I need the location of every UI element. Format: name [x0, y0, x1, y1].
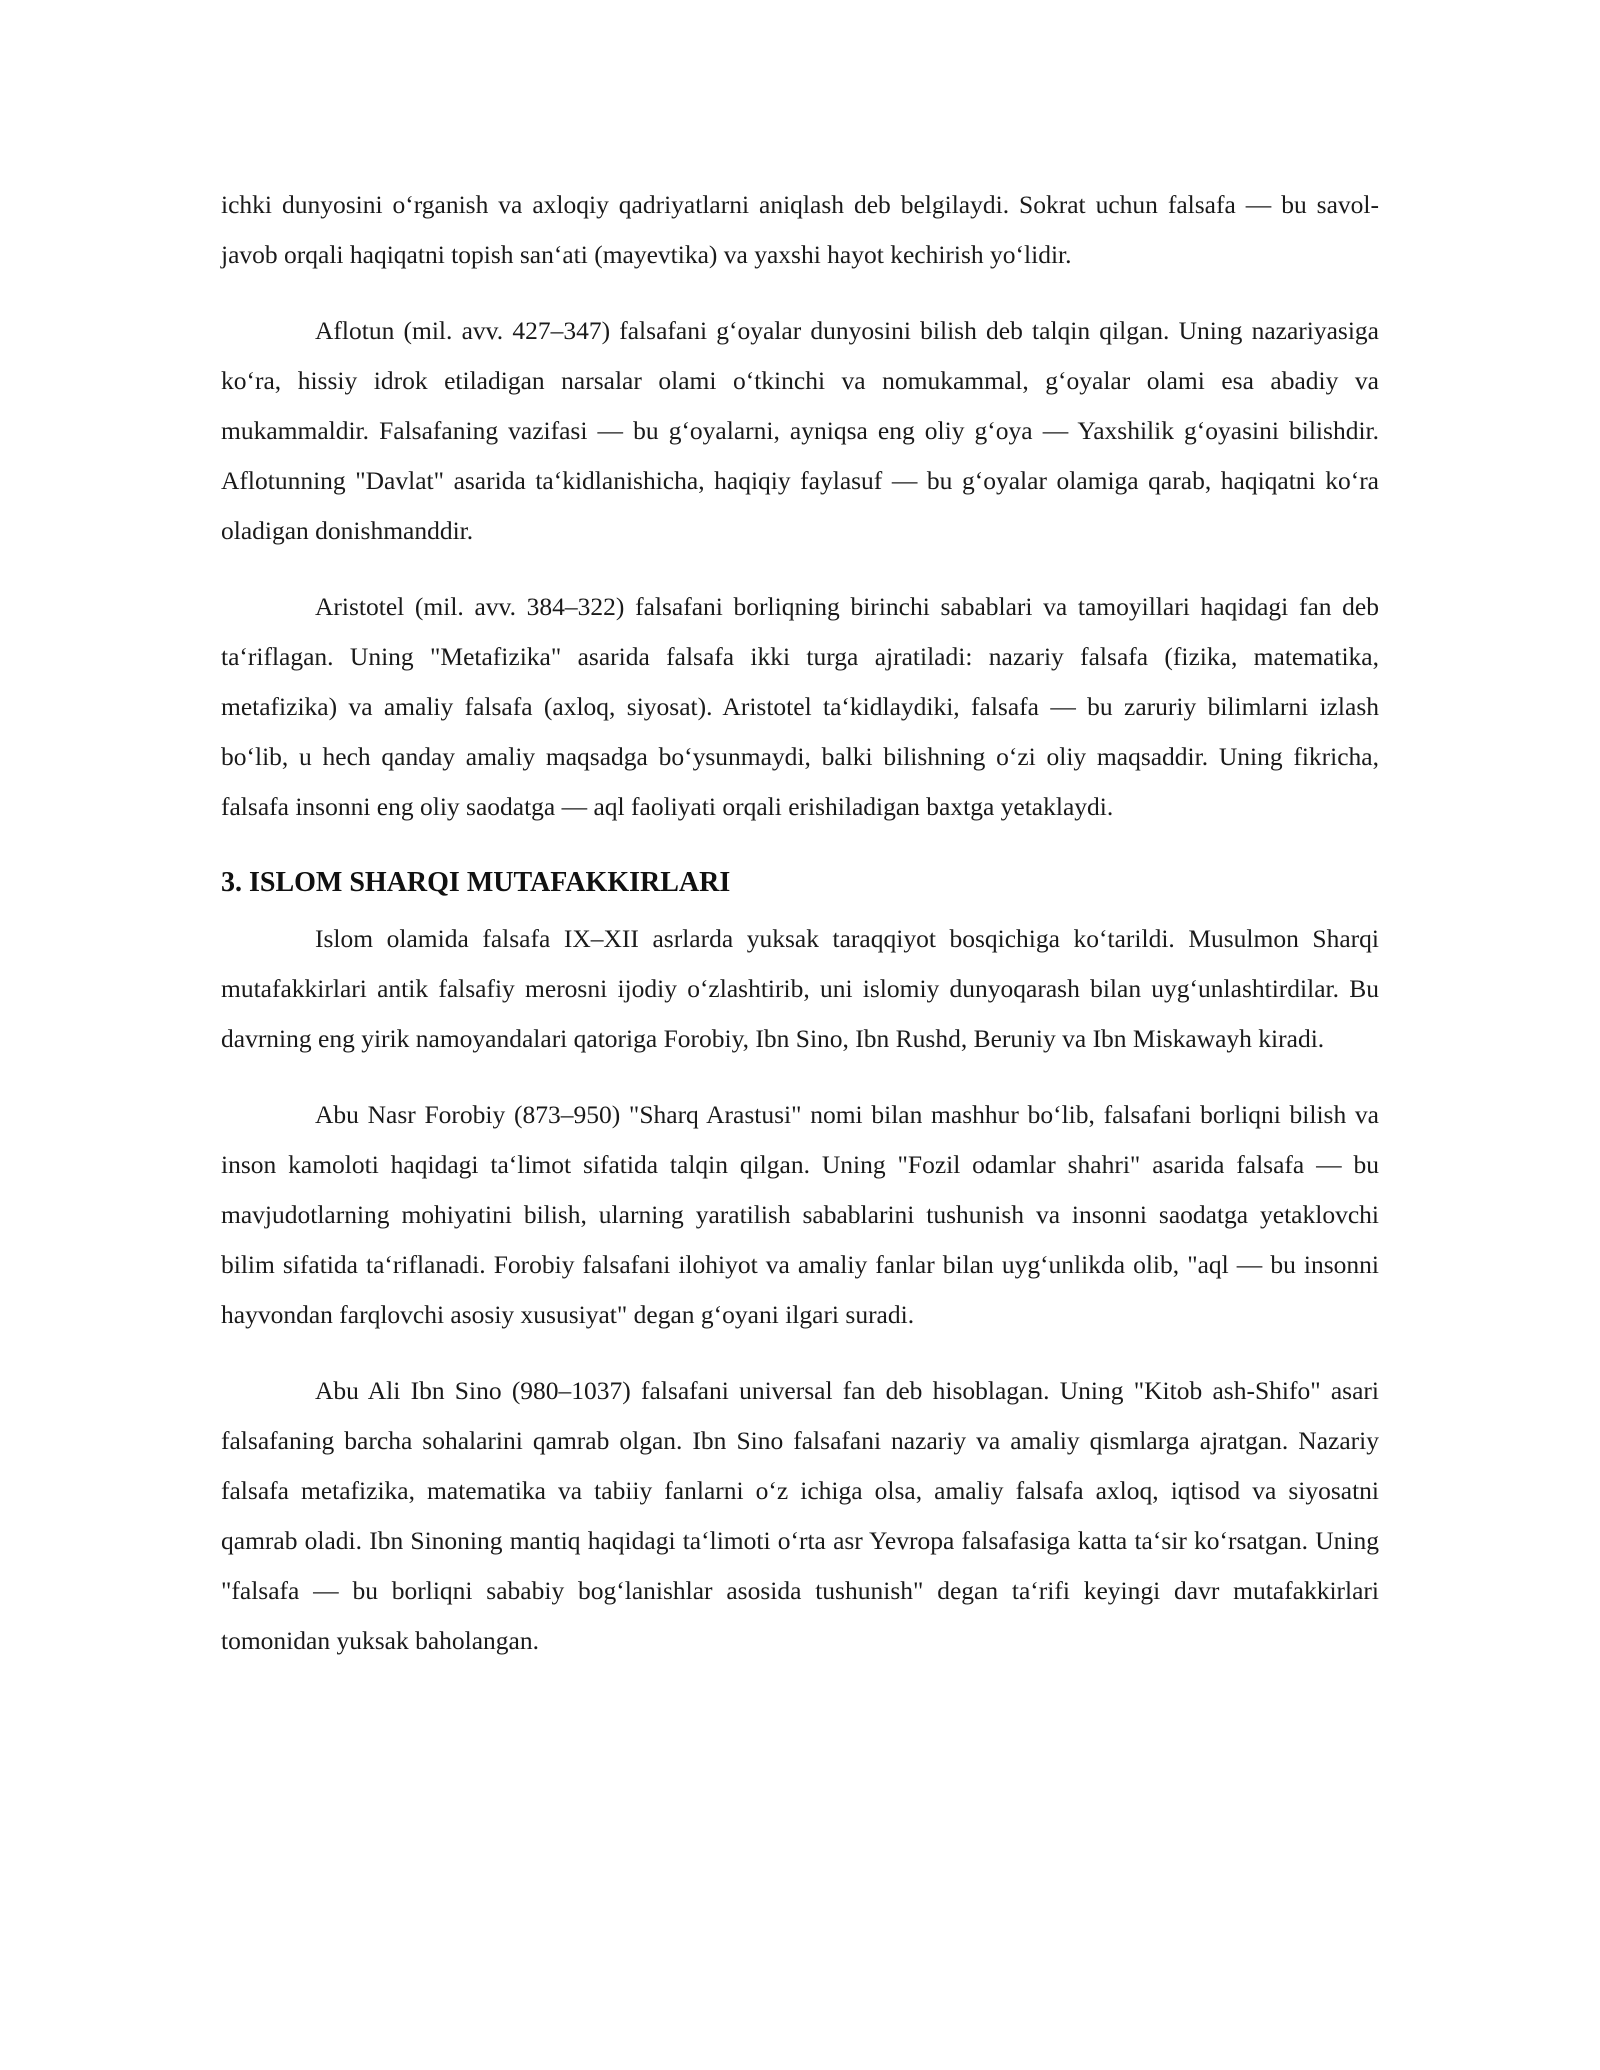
document-page: [221, 180, 1379, 1692]
paragraph-islom-intro: Islom olamida falsafa IX–XII asrlarda yuksak taraqqiyot bosqichiga ko‘tarildi. Musulmon Sharqi mutafakkirlari antik falsafiy merosni ijodiy o‘zlashtirib, uni islomiy dunyoqarash bilan uyg‘unlashtirdilar. Bu davrning eng yirik namoyandalari qatoriga Forobiy, Ibn Sino, Ibn Rushd, Beruniy va Ibn Miskawayh kiradi.: [221, 924, 1379, 1053]
paragraph-sokrat-continuation: ichki dunyosini o‘rganish va axloqiy qadriyatlarni aniqlash deb belgilaydi. Sokrat uchun falsafa — bu savol-javob orqali haqiqatni topish san‘ati (mayevtika) va yaxshi hayot kechirish yo‘lidir.: [221, 190, 1379, 269]
paragraph-aristotel: Aristotel (mil. avv. 384–322) falsafani borliqning birinchi sabablari va tamoyillari haqidagi fan deb ta‘riflagan. Uning "Metafizika" asarida falsafa ikki turga ajratiladi: nazariy falsafa (fizika, matematika, metafizika) va amaliy falsafa (axloq, siyosat). Aristotel ta‘kidlaydiki, falsafa — bu zaruriy bilimlarni izlash bo‘lib, u hech qanday amaliy maqsadga bo‘ysunmaydi, balki bilishning o‘zi oliy maqsaddir. Uning fikricha, falsafa insonni eng oliy saodatga — aql faoliyati orqali erishiladigan baxtga yetaklaydi.: [221, 592, 1379, 821]
paragraph-forobiy: Abu Nasr Forobiy (873–950) "Sharq Arastusi" nomi bilan mashhur bo‘lib, falsafani borliqni bilish va inson kamoloti haqidagi ta‘limot sifatida talqin qilgan. Uning "Fozil odamlar shahri" asarida falsafa — bu mavjudotlarning mohiyatini bilish, ularning yaratilish sabablarini tushunish va insonni saodatga yetaklovchi bilim sifatida ta‘riflanadi. Forobiy falsafani ilohiyot va amaliy fanlar bilan uyg‘unlikda olib, "aql — bu insonni hayvondan farqlovchi asosiy xususiyat" degan g‘oyani ilgari suradi.: [221, 1100, 1379, 1329]
section-heading: 3. ISLOM SHARQI MUTAFAKKIRLARI: [221, 867, 731, 898]
paragraph-ibn-sino: Abu Ali Ibn Sino (980–1037) falsafani universal fan deb hisoblagan. Uning "Kitob ash-Shifo" asari falsafaning barcha sohalarini qamrab olgan. Ibn Sino falsafani nazariy va amaliy qismlarga ajratgan. Nazariy falsafa metafizika, matematika va tabiiy fanlarni o‘z ichiga olsa, amaliy falsafa axloq, iqtisod va siyosatni qamrab oladi. Ibn Sinoning mantiq haqidagi ta‘limoti o‘rta asr Yevropa falsafasiga katta ta‘sir ko‘rsatgan. Uning "falsafa — bu borliqni sababiy bog‘lanishlar asosida tushunish" degan ta‘rifi keyingi davr mutafakkirlari tomonidan yuksak baholangan.: [221, 1376, 1379, 1655]
paragraph-aflotun: Aflotun (mil. avv. 427–347) falsafani g‘oyalar dunyosini bilish deb talqin qilgan. Uning nazariyasiga ko‘ra, hissiy idrok etiladigan narsalar olami o‘tkinchi va nomukammal, g‘oyalar olami esa abadiy va mukammaldir. Falsafaning vazifasi — bu g‘oyalarni, ayniqsa eng oliy g‘oya — Yaxshilik g‘oyasini bilishdir. Aflotunning "Davlat" asarida ta‘kidlanishicha, haqiqiy faylasuf — bu g‘oyalar olamiga qarab, haqiqatni ko‘ra oladigan donishmanddir.: [221, 316, 1379, 545]
